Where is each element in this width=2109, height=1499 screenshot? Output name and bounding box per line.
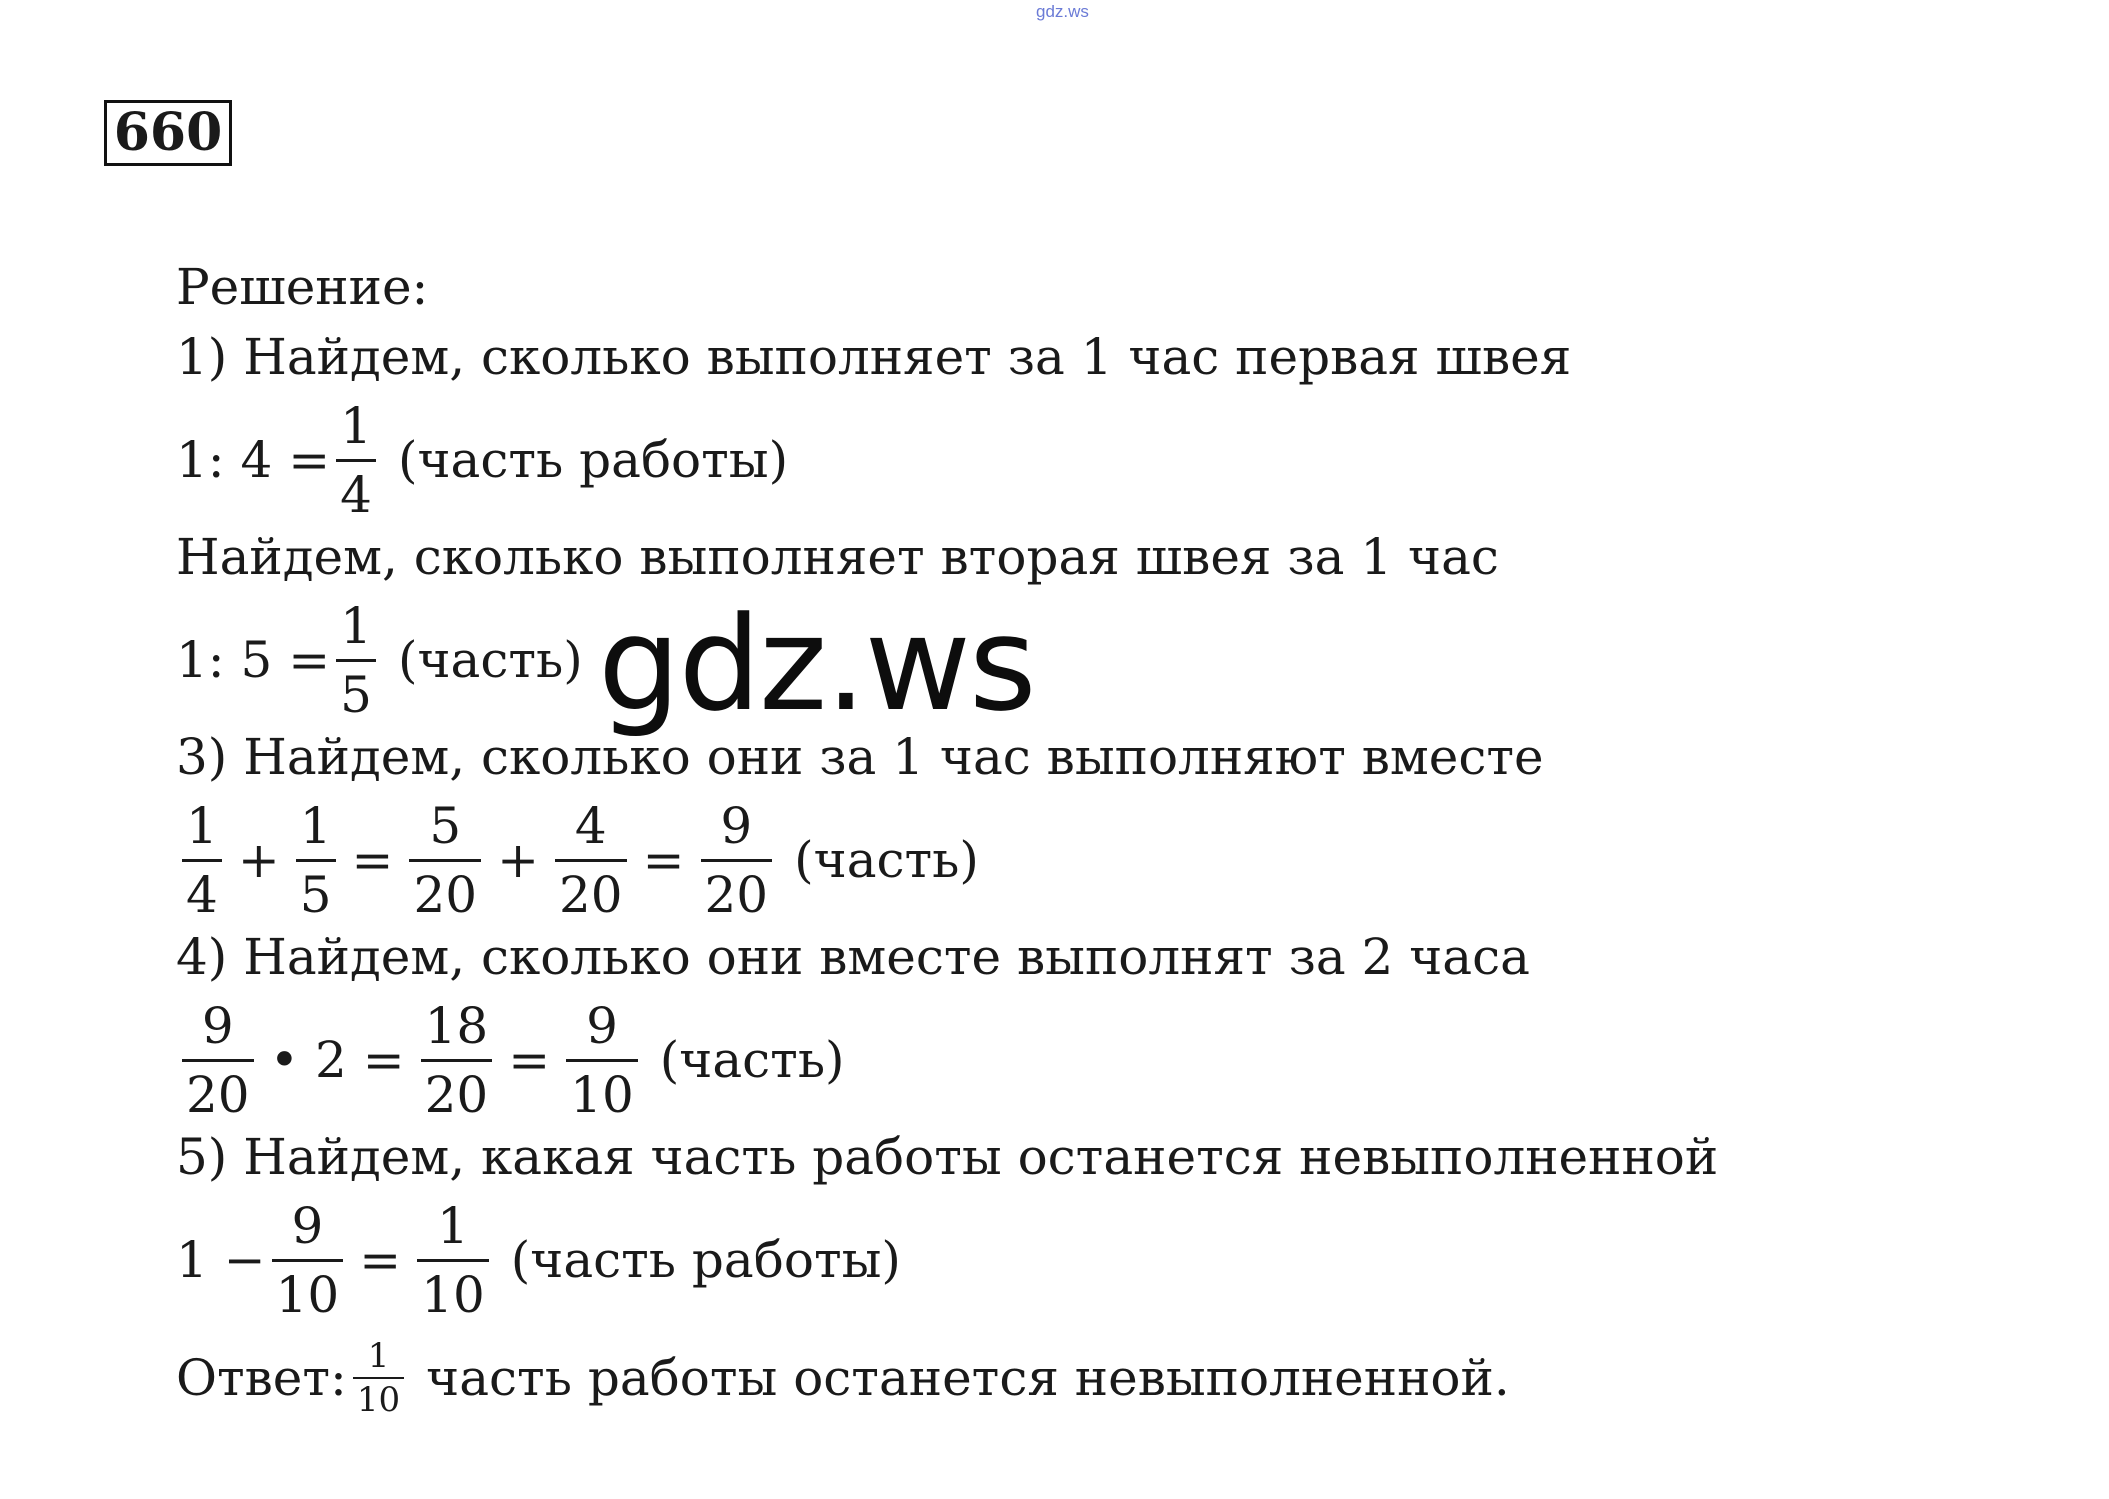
step2-fraction-denominator: 5: [340, 665, 372, 724]
task-number-box: 660: [104, 100, 232, 166]
plus-operator: +: [497, 831, 539, 889]
multiply-operator: • 2 =: [269, 1031, 405, 1089]
fraction-denominator: 10: [275, 1265, 340, 1324]
step2-lhs: 1: 5 =: [176, 631, 331, 689]
step4-text: 4) Найдем, сколько они вместе выполнят за 2 часа: [176, 928, 1530, 986]
fraction-numerator: 1: [299, 796, 332, 855]
fraction-denominator: 20: [186, 1065, 250, 1124]
step1-note: (часть работы): [397, 431, 789, 489]
step2-equation: [176, 594, 583, 726]
top-watermark: gdz.ws: [1036, 2, 1089, 21]
step4-fraction-2: [421, 996, 493, 1124]
step3-fraction-5: [701, 796, 773, 924]
answer-text: часть работы останется невыполненной.: [426, 1349, 1510, 1407]
step1-fraction-numerator: 1: [340, 396, 372, 455]
fraction-denominator: 20: [558, 865, 623, 924]
step3-note: (часть): [794, 831, 979, 889]
fraction-denominator: 10: [356, 1380, 401, 1420]
step4-fraction-3: [566, 996, 638, 1124]
step5-lhs: 1 −: [176, 1231, 266, 1289]
step4-equation: [176, 994, 845, 1126]
step3-fraction-1: [182, 796, 222, 924]
step3-fraction-3: [409, 796, 481, 924]
equals-operator: =: [642, 831, 685, 889]
fraction-denominator: 5: [299, 865, 332, 924]
step5-fraction-2: [417, 1196, 489, 1324]
equals-operator: =: [508, 1031, 551, 1089]
equals-operator: =: [351, 831, 394, 889]
step3-equation: [176, 794, 979, 926]
step2-text: Найдем, сколько выполняет вторая швея за 1 час: [176, 528, 1499, 586]
fraction-denominator: 20: [424, 1065, 489, 1124]
plus-operator: +: [237, 831, 280, 889]
fraction-numerator: 9: [291, 1196, 324, 1255]
step1-lhs: 1: 4 =: [176, 431, 331, 489]
step3-text: 3) Найдем, сколько они за 1 час выполняют вместе: [176, 728, 1544, 786]
answer-line: [176, 1328, 1510, 1428]
step2-fraction-numerator: 1: [340, 596, 372, 655]
step1-equation: [176, 394, 788, 526]
equals-operator: =: [359, 1231, 402, 1289]
fraction-denominator: 20: [704, 865, 769, 924]
step3-fraction-4: [555, 796, 627, 924]
step1-fraction-denominator: 4: [340, 465, 372, 524]
step5-equation: [176, 1194, 901, 1326]
fraction-denominator: 4: [186, 865, 218, 924]
fraction-numerator: 9: [201, 996, 234, 1055]
fraction-numerator: 9: [586, 996, 618, 1055]
site-watermark: gdz.ws: [598, 588, 1035, 740]
fraction-numerator: 1: [367, 1336, 390, 1376]
step1-fraction: [336, 396, 376, 524]
answer-label: Ответ:: [176, 1349, 347, 1407]
solution-heading: Решение:: [176, 258, 429, 316]
step2-note: (часть): [397, 631, 583, 689]
fraction-denominator: 10: [421, 1265, 485, 1324]
step4-fraction-1: [182, 996, 254, 1124]
fraction-numerator: 5: [429, 796, 462, 855]
fraction-denominator: 20: [413, 865, 478, 924]
fraction-denominator: 10: [570, 1065, 634, 1124]
answer-fraction: [353, 1336, 404, 1420]
fraction-numerator: 4: [574, 796, 607, 855]
step5-note: (часть работы): [510, 1231, 901, 1289]
step2-fraction: [336, 596, 376, 724]
step5-fraction-1: [272, 1196, 344, 1324]
fraction-numerator: 1: [186, 796, 218, 855]
step5-text: 5) Найдем, какая часть работы останется невыполненной: [176, 1128, 1719, 1186]
fraction-numerator: 9: [720, 796, 753, 855]
fraction-numerator: 18: [424, 996, 489, 1055]
fraction-numerator: 1: [437, 1196, 469, 1255]
step1-text: 1) Найдем, сколько выполняет за 1 час первая швея: [176, 328, 1572, 386]
step4-note: (часть): [659, 1031, 845, 1089]
step3-fraction-2: [296, 796, 336, 924]
